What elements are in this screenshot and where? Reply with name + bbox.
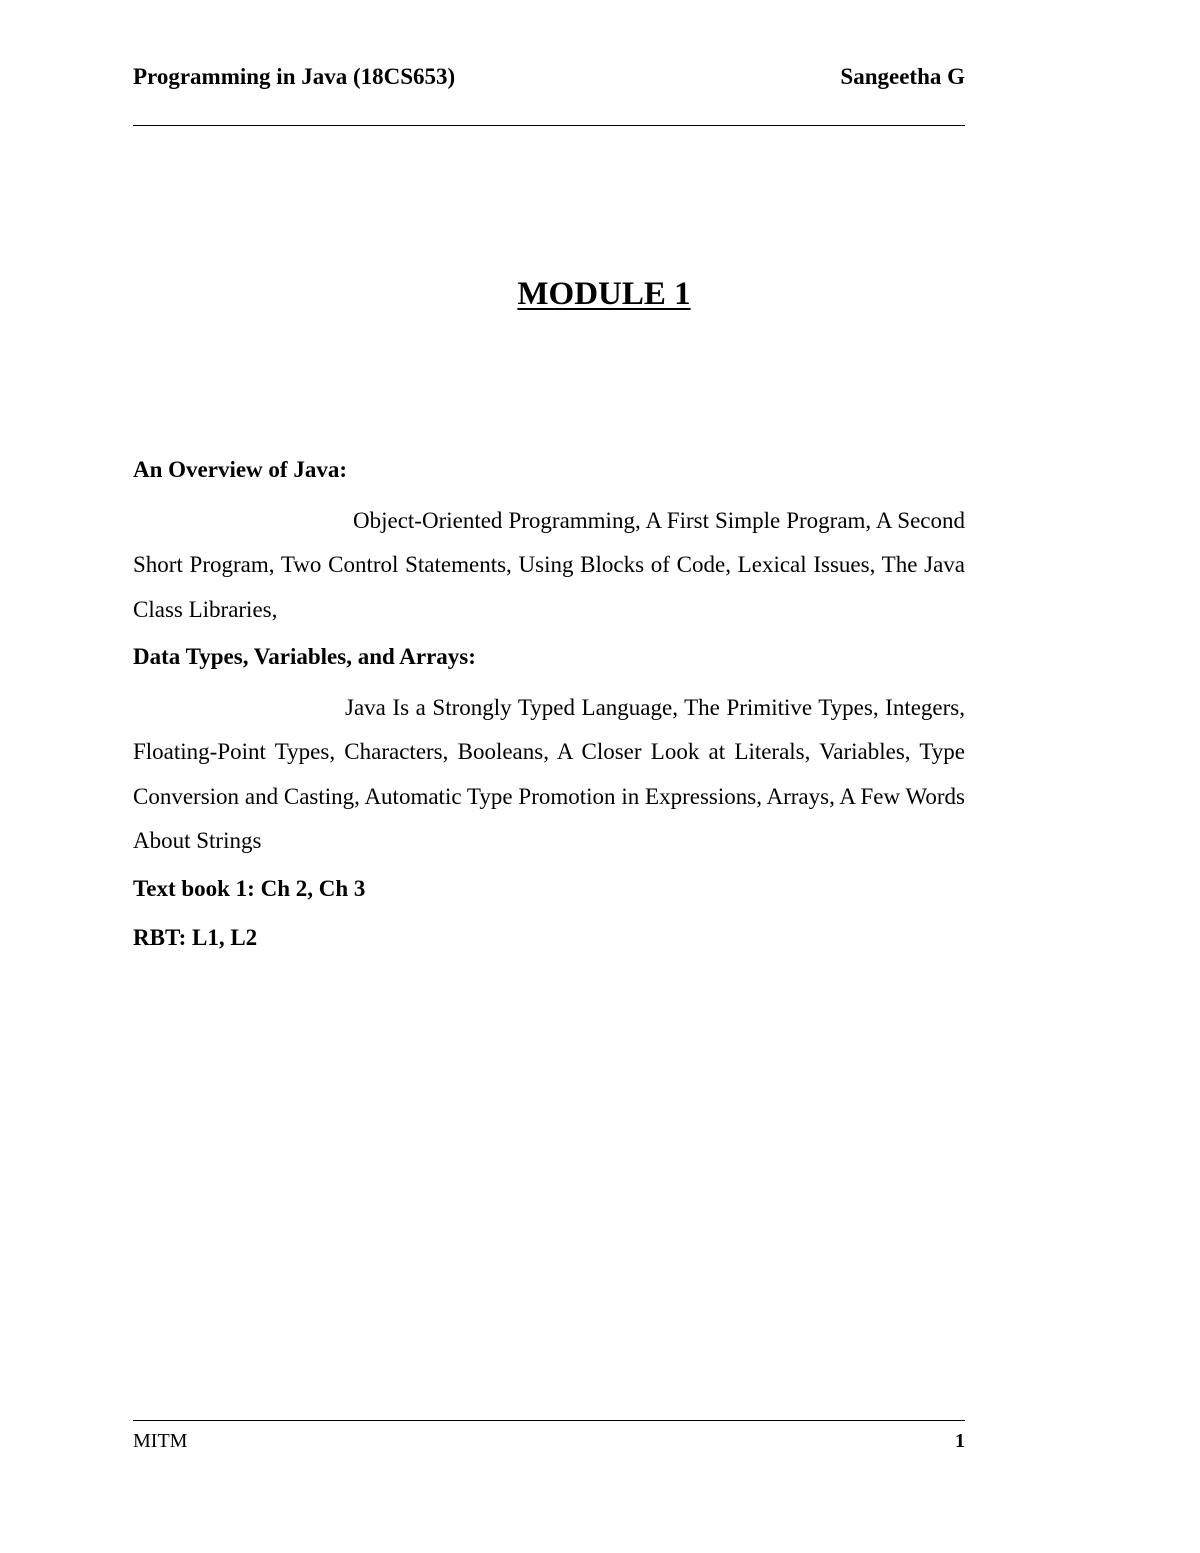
page-footer	[133, 1430, 965, 1453]
section-body-data-types: Java Is a Strongly Typed Language, The Primitive Types, Integers, Floating-Point Types, Characters, Booleans, A Closer Look at Literals, Variables, Type Conversion and Casting, Automatic Type Promotion in Expressions, Arrays, A Few Words About Strings	[133, 694, 965, 853]
page-number: 1	[955, 1430, 965, 1452]
course-title: Programming in Java (18CS653)	[133, 64, 456, 89]
section-heading-overview: An Overview of Java:	[133, 457, 347, 482]
institution-name: MITM	[133, 1430, 188, 1452]
section-heading-data-types: Data Types, Variables, and Arrays:	[133, 644, 476, 669]
author-name: Sangeetha G	[840, 64, 965, 89]
header-divider	[133, 125, 965, 126]
module-title: MODULE 1	[517, 276, 691, 312]
footer-divider	[133, 1420, 965, 1421]
rbt-levels: RBT: L1, L2	[133, 925, 258, 950]
page-header	[133, 64, 965, 90]
module-contents	[133, 448, 965, 966]
textbook-reference: Text book 1: Ch 2, Ch 3	[133, 875, 366, 901]
section-body-overview: Object-Oriented Programming, A First Simple Program, A Second Short Program, Two Control Statements, Using Blocks of Code, Lexical Issues, The Java Class Libraries,	[133, 507, 965, 622]
